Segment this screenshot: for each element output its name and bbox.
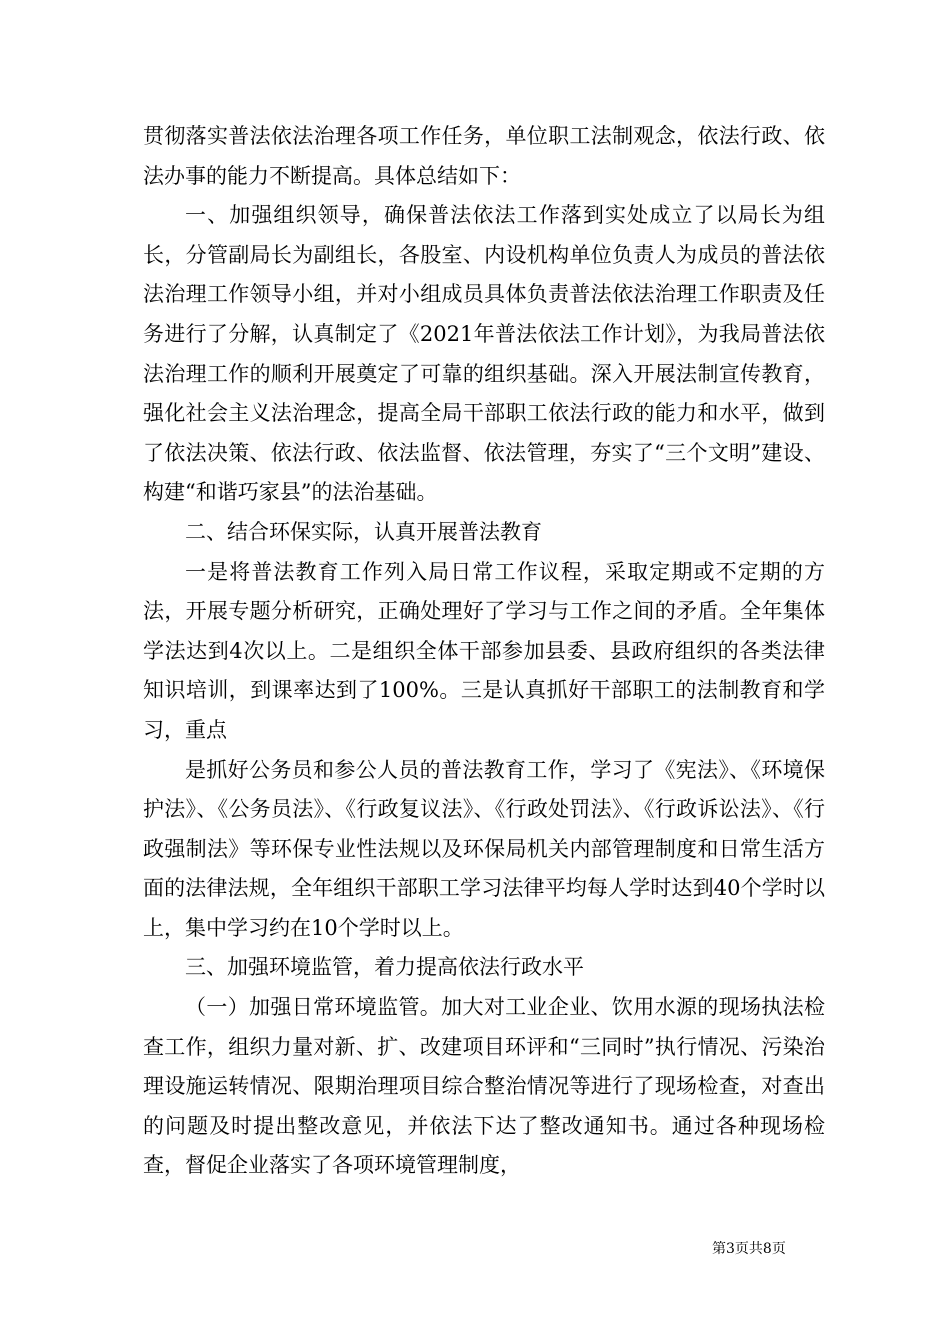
page-number: 第3页共8页 <box>712 1241 786 1257</box>
document-body <box>143 117 825 1186</box>
paragraph-section-two-body: 一是将普法教育工作列入局日常工作议程，采取定期或不定期的方法，开展专题分析研究，正确处理好了学习与工作之间的矛盾。全年集体学法达到4次以上。二是组织全体干部参加县委、县政府组织的各类法律知识培训，到课率达到了100%。三是认真抓好干部职工的法制教育和学习，重点 <box>143 559 825 742</box>
heading-section-three: 三、加强环境监管，着力提高依法行政水平 <box>185 955 584 980</box>
paragraph-section-two-continued: 是抓好公务员和参公人员的普法教育工作，学习了《宪法》、《环境保护法》、《公务员法》、《行政复议法》、《行政处罚法》、《行政诉讼法》、《行政强制法》等环保专业性法规以及环保局机关内部管理制度和日常生活方面的法律法规，全年组织干部职工学习法律平均每人学时达到40个学时以上，集中学习约在10个学时以上。 <box>143 757 825 940</box>
heading-section-two: 二、结合环保实际，认真开展普法教育 <box>185 519 542 544</box>
paragraph-section-one: 一、加强组织领导，确保普法依法工作落到实处成立了以局长为组长，分管副局长为副组长，各股室、内设机构单位负责人为成员的普法依法治理工作领导小组，并对小组成员具体负责普法依法治理工作职责及任务进行了分解，认真制定了《2021年普法依法工作计划》，为我局普法依法治理工作的顺利开展奠定了可靠的组织基础。深入开展法制宣传教育，强化社会主义法治理念，提高全局干部职工依法行政的能力和水平，做到了依法决策、依法行政、依法监督、依法管理，夯实了“三个文明”建设、构建“和谐巧家县”的法治基础。 <box>143 203 825 505</box>
paragraph-intro: 贯彻落实普法依法治理各项工作任务，单位职工法制观念，依法行政、依法办事的能力不断提高。具体总结如下： <box>143 124 825 188</box>
paragraph-section-three-item-one: （一）加强日常环境监管。加大对工业企业、饮用水源的现场执法检查工作，组织力量对新、扩、改建项目环评和“三同时”执行情况、污染治理设施运转情况、限期治理项目综合整治情况等进行了现场检查，对查出的问题及时提出整改意见，并依法下达了整改通知书。通过各种现场检查，督促企业落实了各项环境管理制度， <box>143 995 825 1178</box>
